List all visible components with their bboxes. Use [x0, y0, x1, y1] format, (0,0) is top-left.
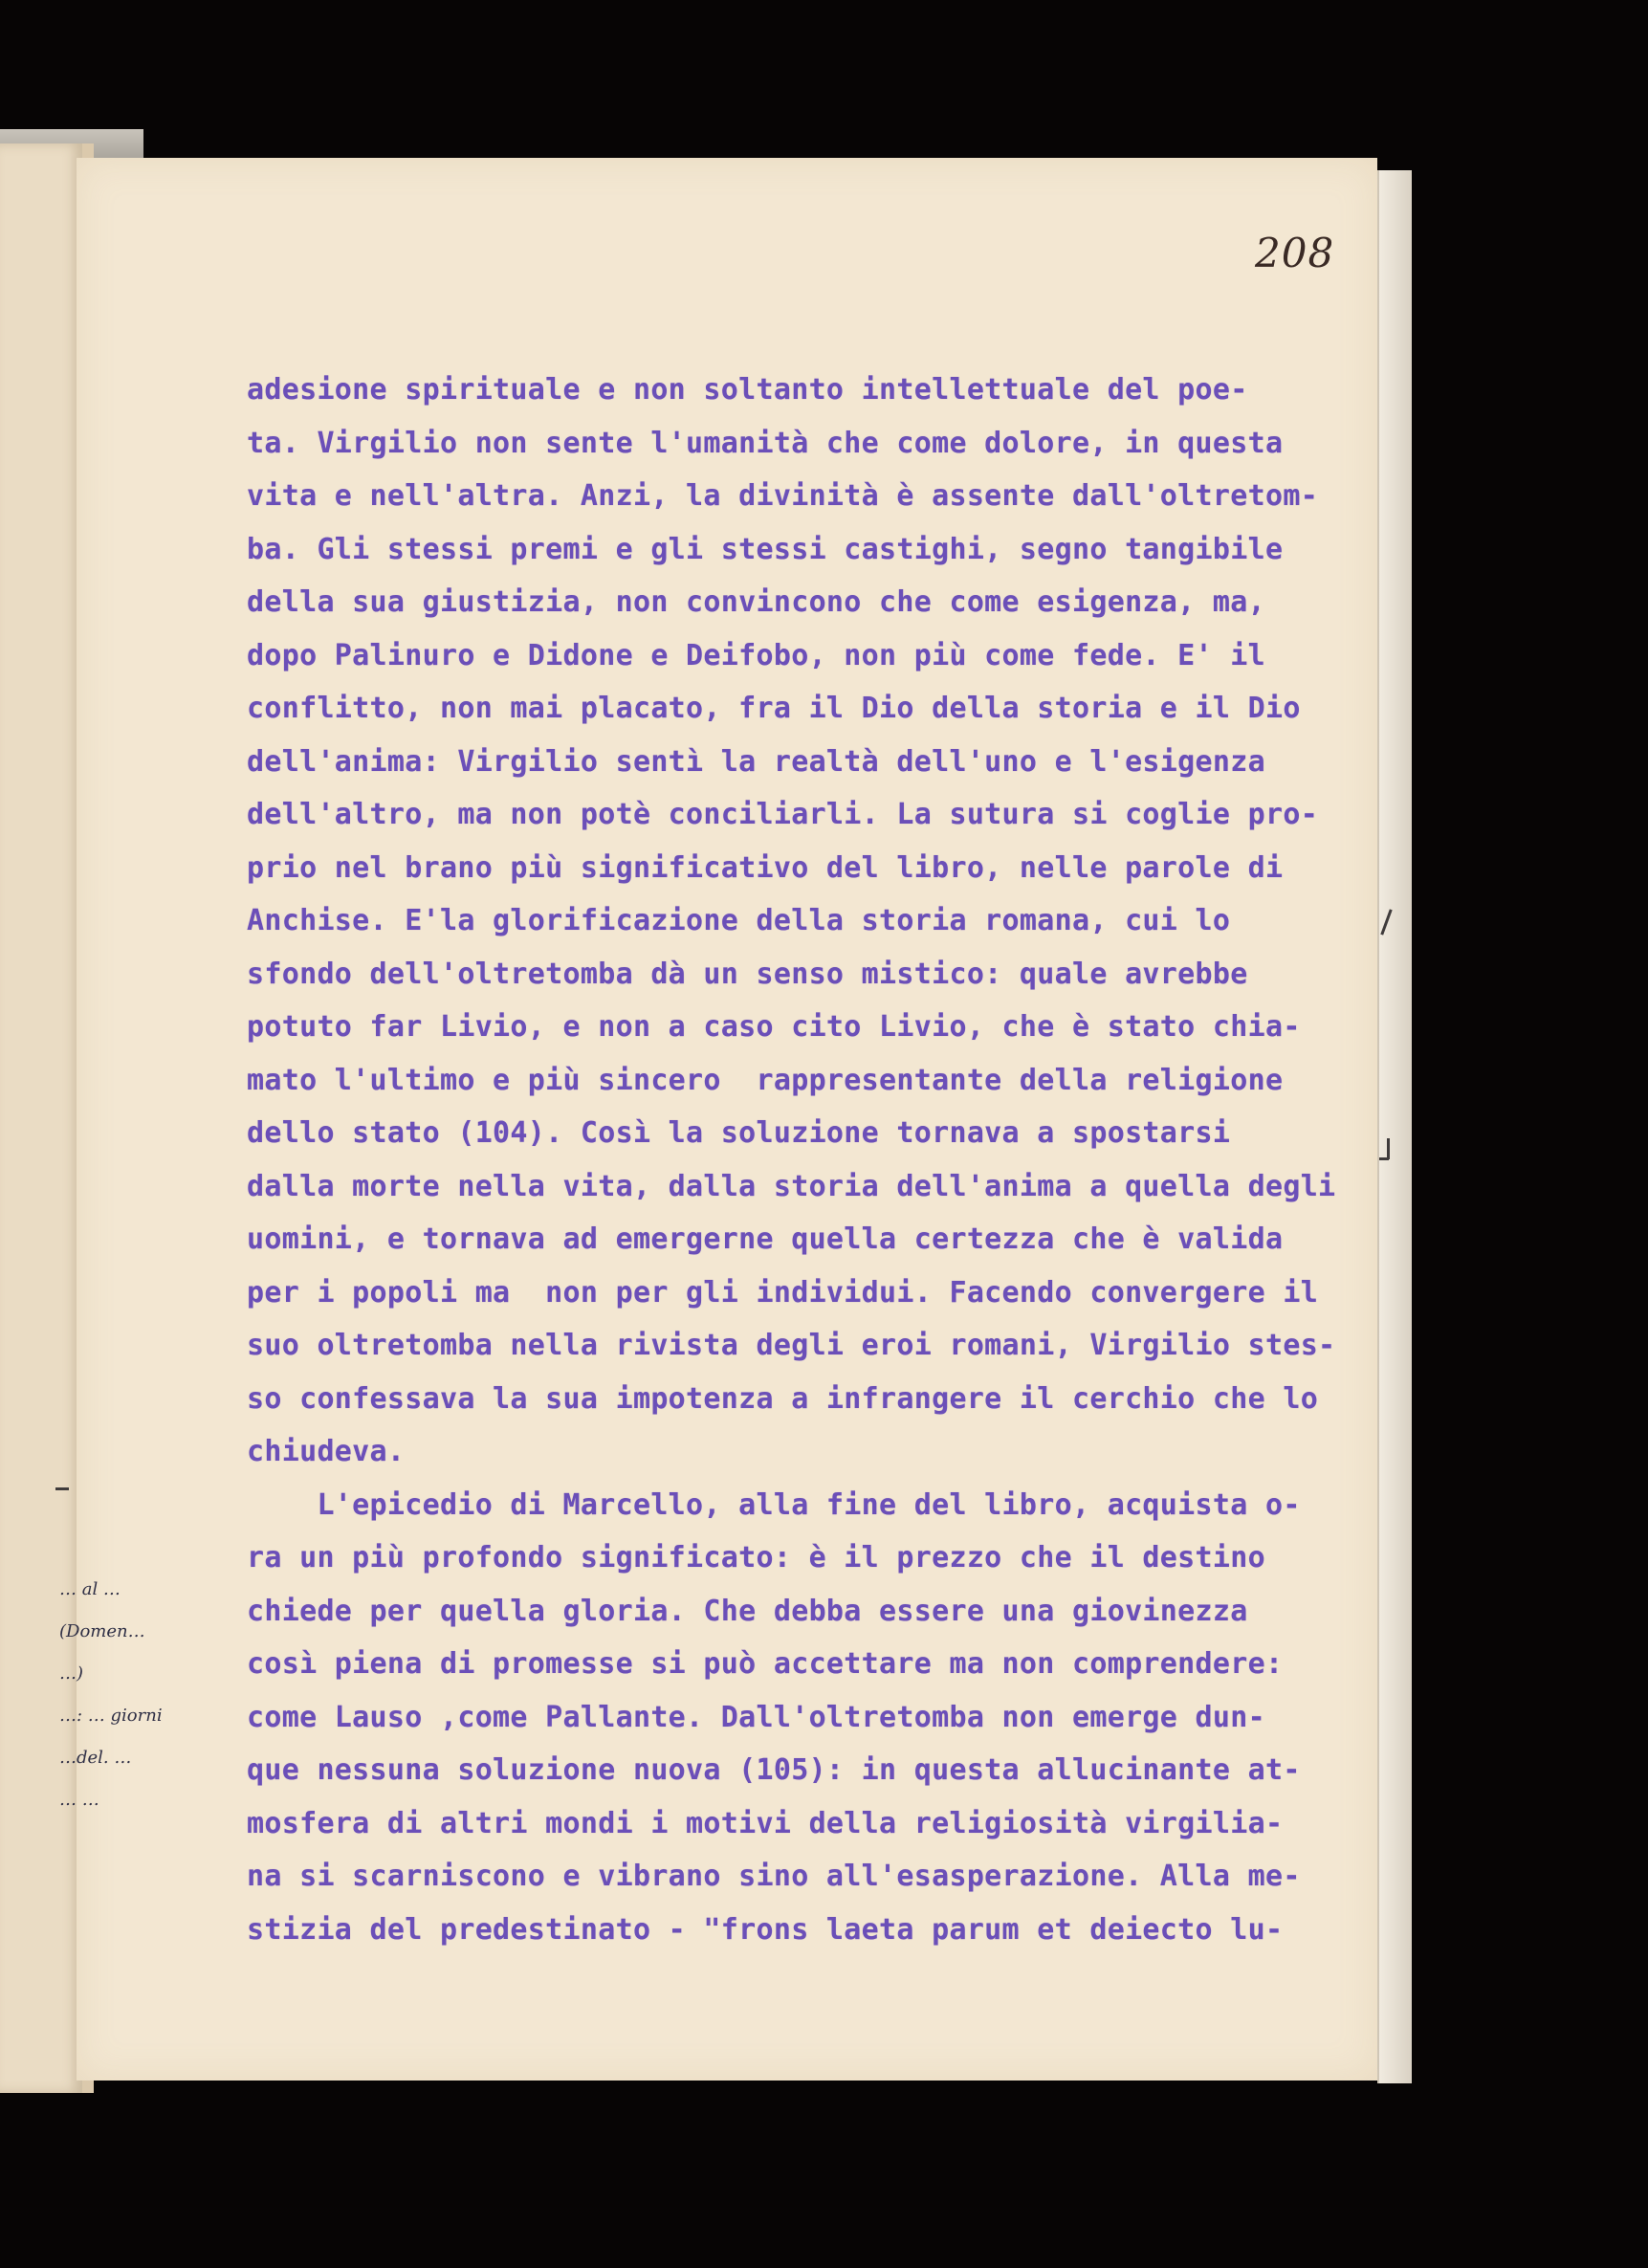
- text-line: L'epicedio di Marcello, alla fine del libro, acquista o-: [247, 1487, 1301, 1522]
- margin-note-line: …: … giorni: [59, 1706, 163, 1726]
- text-line: della sua giustizia, non convincono che come esigenza, ma,: [247, 585, 1265, 619]
- text-line: ba. Gli stessi premi e gli stessi castighi, segno tangibile: [247, 532, 1284, 566]
- text-line: so confessava la sua impotenza a infrangere il cerchio che lo: [247, 1381, 1319, 1416]
- text-line: na si scarniscono e vibrano sino all'esasperazione. Alla me-: [247, 1860, 1301, 1893]
- faint-pencil-note: [469, 196, 1119, 263]
- margin-dash-mark: [55, 1487, 69, 1490]
- text-line: per i popoli ma non per gli individui. Facendo convergere il: [247, 1275, 1319, 1310]
- page-stack-edge: [1377, 170, 1412, 2083]
- text-line: ra un più profondo significato: è il prezzo che il destino: [247, 1541, 1265, 1574]
- text-line: uomini, e tornava ad emergerne quella certezza che è valida: [247, 1222, 1284, 1256]
- text-line: chiede per quella gloria. Che debba essere una giovinezza: [247, 1594, 1248, 1628]
- typewritten-body-text: [247, 363, 1356, 1956]
- margin-bracket-mark: [1387, 1138, 1390, 1159]
- text-line: sfondo dell'oltretomba dà un senso mistico: quale avrebbe: [247, 957, 1248, 991]
- margin-note-line: (Domen…: [59, 1621, 145, 1641]
- page-number: 208: [1255, 230, 1335, 276]
- text-line: Anchise. E'la glorificazione della storia romana, cui lo: [247, 904, 1231, 937]
- text-line: adesione spirituale e non soltanto intellettuale del poe-: [247, 373, 1248, 407]
- margin-note-line: … …: [59, 1790, 99, 1810]
- margin-note-line: … al …: [59, 1579, 121, 1599]
- text-line: ta. Virgilio non sente l'umanità che come dolore, in questa: [247, 426, 1284, 460]
- text-line: que nessuna soluzione nuova (105): in questa allucinante at-: [247, 1753, 1301, 1787]
- text-line: conflitto, non mai placato, fra il Dio della storia e il Dio: [247, 692, 1301, 725]
- text-line: stizia del predestinato - "frons laeta parum et deiecto lu-: [247, 1912, 1284, 1947]
- text-line: dalla morte nella vita, dalla storia dell'anima a quella degli: [247, 1169, 1336, 1203]
- text-line: dello stato (104). Così la soluzione tornava a spostarsi: [247, 1116, 1231, 1150]
- text-line: mosfera di altri mondi i motivi della religiosità virgilia-: [247, 1806, 1284, 1840]
- margin-note-line: …del. …: [59, 1748, 132, 1768]
- text-line: prio nel brano più significativo del libro, nelle parole di: [247, 850, 1284, 885]
- text-line: dopo Palinuro e Didone e Deifobo, non più come fede. E' il: [247, 638, 1265, 672]
- text-line: mato l'ultimo e più sincero rappresentante della religione: [247, 1063, 1284, 1097]
- text-line: dell'altro, ma non potè conciliarli. La sutura si coglie pro-: [247, 798, 1319, 831]
- handwritten-margin-notes: [59, 1569, 222, 1821]
- text-line: potuto far Livio, e non a caso cito Livio, che è stato chia-: [247, 1010, 1301, 1044]
- text-line: come Lauso ,come Pallante. Dall'oltretomba non emerge dun-: [247, 1700, 1265, 1734]
- text-line: così piena di promesse si può accettare ma non comprendere:: [247, 1647, 1284, 1681]
- text-line: vita e nell'altra. Anzi, la divinità è assente dall'oltretom-: [247, 479, 1319, 513]
- margin-note-line: …): [59, 1663, 84, 1684]
- text-line: suo oltretomba nella rivista degli eroi romani, Virgilio stes-: [247, 1329, 1336, 1362]
- text-line: dell'anima: Virgilio sentì la realtà dell'uno e l'esigenza: [247, 744, 1265, 779]
- margin-bracket-mark-foot: [1379, 1157, 1389, 1160]
- text-line: chiudeva.: [247, 1435, 406, 1468]
